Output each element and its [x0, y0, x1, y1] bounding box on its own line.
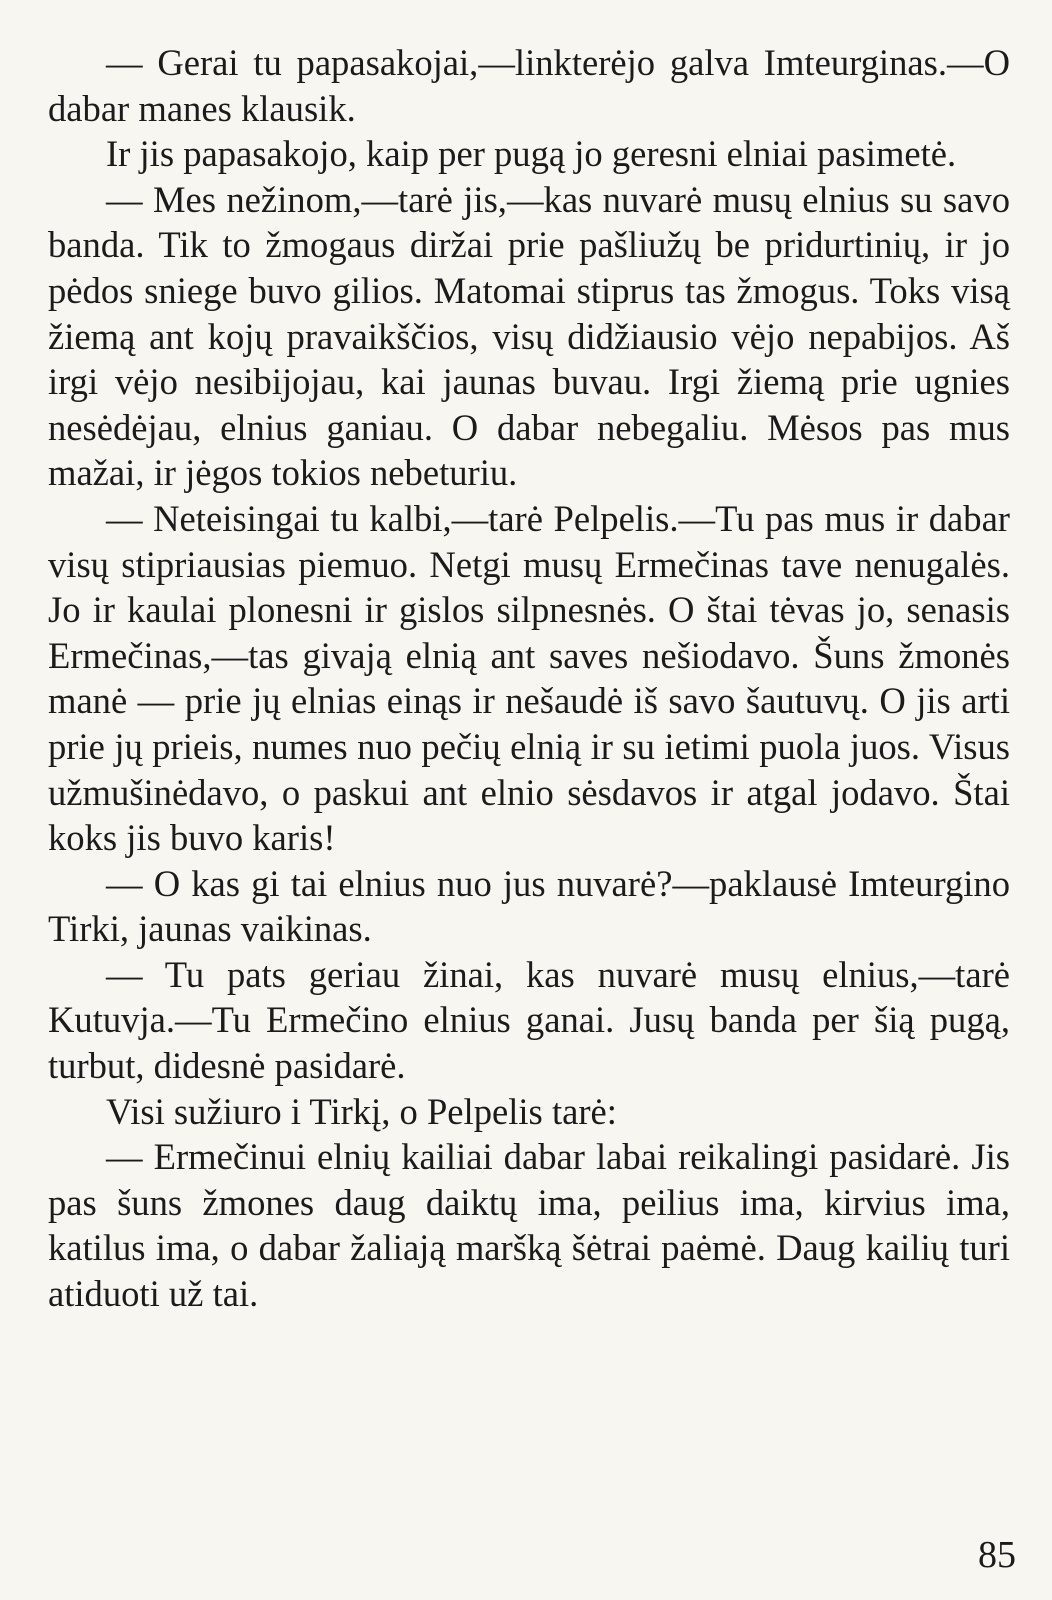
paragraph: — Mes nežinom,—tarė jis,—kas nuvarė musų elnius su savo banda. Tik to žmogaus diržai prie pašliužų be pridurtinių, ir jo pėdos sniege buvo gilios. Matomai stiprus tas žmogus. Toks visą žiemą ant kojų pravaikščios, visų didžiausio vėjo nepabijos. Aš irgi vėjo nesibijojau, kai jaunas buvau. Irgi žiemą prie ugnies nesėdėjau, elnius ganiau. O dabar nebegaliu. Mėsos pas mus mažai, ir jėgos tokios nebeturiu.	[48, 178, 1010, 494]
paragraph: — Tu pats geriau žinai, kas nuvarė musų elnius,—tarė Kutuvja.—Tu Ermečino elnius ganai. Jusų banda per šią pugą, turbut, didesnė pasidarė.	[48, 953, 1010, 1087]
paragraph: — Gerai tu papasakojai,—linkterėjo galva Imteurginas.—O dabar manes klausik.	[48, 42, 1010, 129]
paragraph: — Ermečinui elnių kailiai dabar labai reikalingi pasidarė. Jis pas šuns žmones daug daiktų ima, peilius ima, kirvius ima, katilus ima, o dabar žaliają maršką šėtrai paėmė. Daug kailių turi atiduoti už tai.	[48, 1136, 1010, 1315]
page-number: 85	[978, 1534, 1016, 1576]
paragraph: — O kas gi tai elnius nuo jus nuvarė?—paklausė Imteurgino Tirki, jaunas vaikinas.	[48, 862, 1010, 950]
paragraph: Visi sužiuro i Tirkį, o Pelpelis tarė:	[106, 1090, 617, 1132]
page-text	[48, 40, 1010, 1317]
paragraph: — Neteisingai tu kalbi,—tarė Pelpelis.—Tu pas mus ir dabar visų stipriausias piemuo. Netgi musų Ermečinas tave nenugalės. Jo ir kaulai plonesni ir gislos silpnesnės. O štai tėvas jo, senasis Ermečinas,—tas givają elnią ant saves nešiodavo. Šuns žmonės manė — prie jų elnias einąs ir nešaudė iš savo šautuvų. O jis arti prie jų prieis, numes nuo pečių elnią ir su ietimi puola juos. Visus užmušinėdavo, o paskui ant elnio sėsdavos ir atgal jodavo. Štai koks jis buvo karis!	[48, 497, 1010, 859]
paragraph: Ir jis papasakojo, kaip per pugą jo geresni elniai pasimetė.	[106, 133, 957, 175]
